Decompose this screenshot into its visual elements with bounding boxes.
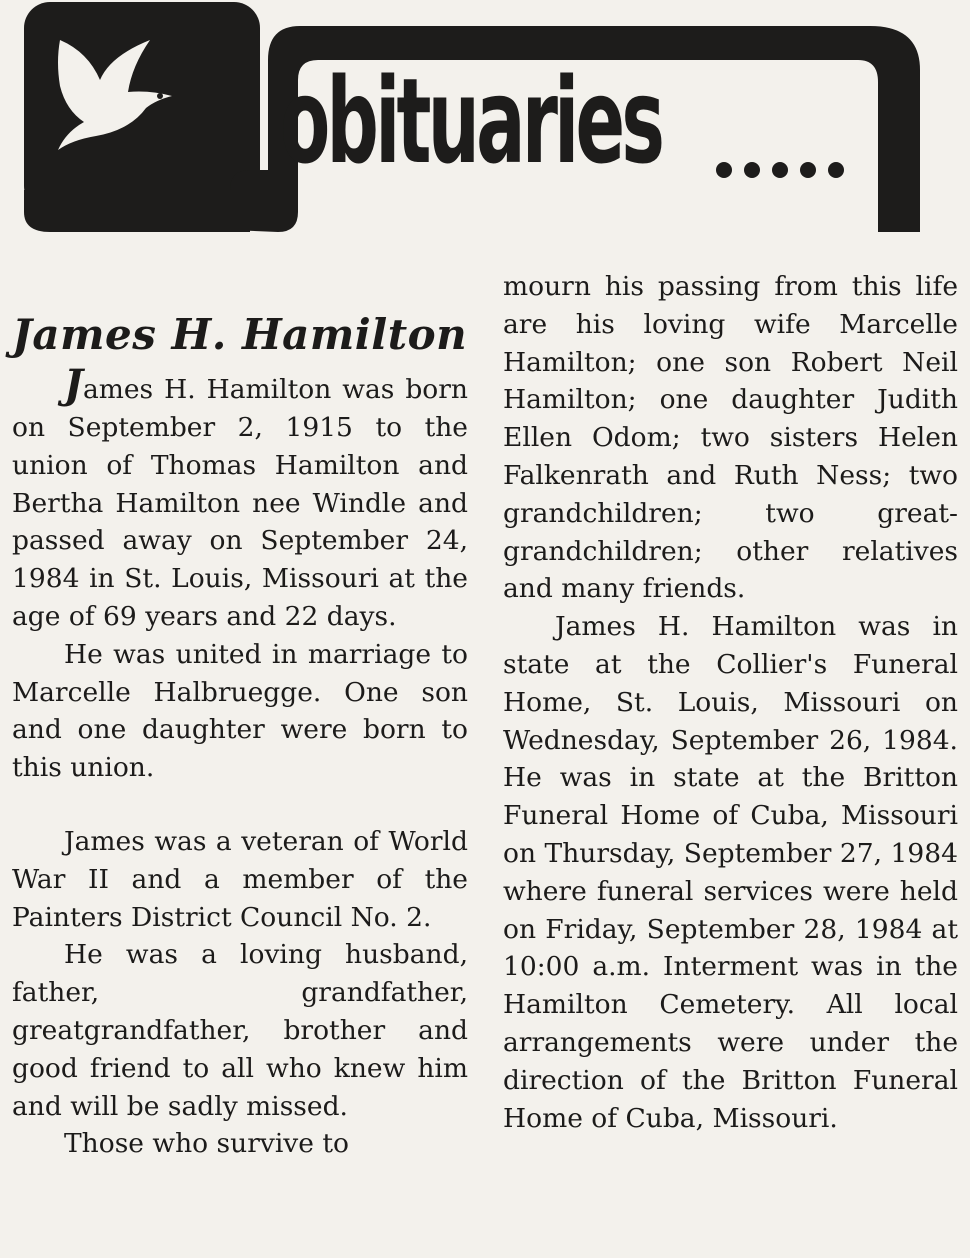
paragraph-marriage: He was united in marriage to Marcelle Halbruegge. One son and one daughter were born to this union. — [12, 638, 468, 784]
masthead-title: obituaries — [280, 52, 662, 190]
drop-cap: J — [64, 361, 83, 409]
paragraph-survivors-start: Those who survive to — [64, 1128, 349, 1160]
paragraph-birth: James H. Hamilton was born on September 2, 1915 to the union of Thomas Hamilton and Bertha Hamilton nee Windle and passed away on September 24, 1984 in St. Louis, Missouri at the age of 69 years and 22 days. — [12, 361, 468, 632]
paragraph-tribute: He was a loving husband, father, grandfather, greatgrandfather, brother and good friend to all who knew him and will be sadly missed. — [12, 939, 468, 1122]
paragraph-veteran: James was a veteran of World War II and a member of the Painters District Council No. 2. — [12, 825, 468, 933]
masthead-dots — [716, 162, 844, 178]
right-column — [503, 268, 958, 1137]
paragraph-services: James H. Hamilton was in state at the Collier's Funeral Home, St. Louis, Missouri on Wednesday, September 26, 1984. He was in state at the Britton Funeral Home of Cuba, Missouri on Thursday, September 27, 1984 where funeral services were held on Friday, September 28, 1984 at 10:00 a.m. Interment was in the Hamilton Cemetery. All local arrangements were under the direction of the Britton Funeral Home of Cuba, Missouri. — [503, 611, 958, 1134]
obituary-headline: James H. Hamilton — [12, 310, 468, 359]
ribbon-base — [24, 190, 250, 232]
paragraph-survivors: mourn his passing from this life are his loving wife Marcelle Hamilton; one son Robert Neil Hamilton; one daughter Judith Ellen Odom; two sisters Helen Falkenrath and Ruth Ness; two grandchildren; two great-grandchildren; other relatives and many friends. — [503, 271, 958, 605]
obituaries-masthead — [0, 0, 970, 240]
left-column — [12, 262, 468, 1163]
